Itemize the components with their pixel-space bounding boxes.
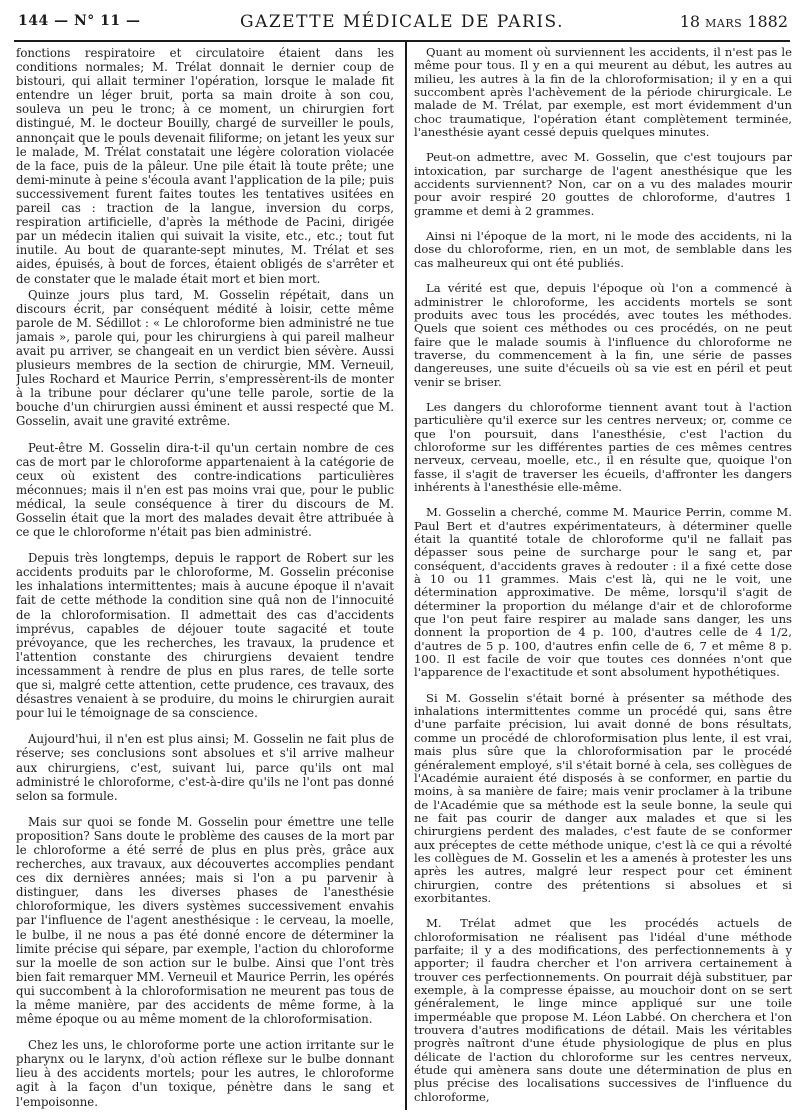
paragraph: Peut-être M. Gosselin dira-t-il qu'un certain nombre de ces cas de mort par le chloroforme appartenaient à la catégorie de ceux où existent des contre-indications particulières méconnues; mais il n'en est pas moins vrai que, pour le public médical, la seule conséquence à tirer du discours de M. Gosselin était que la mort des malades devait être attribuée à ce que le chloroforme n'était pas bien administré. (16, 440, 394, 540)
paragraph: M. Gosselin a cherché, comme M. Maurice Perrin, comme M. Paul Bert et d'autres expérimentateurs, à déterminer quelle était la quantité totale de chloroforme qu'il ne fallait pas dépasser sous peine de surcharge pour le sang et, par conséquent, d'accidents graves à redouter : il a fixé cette dose à 10 ou 11 grammes. Mais c'est là, qui ne le voit, une détermination approximative. De même, lorsqu'il s'agit de déterminer la proportion du mélange d'air et de chloroforme que l'on peut faire respirer au malade sans danger, les uns donnent la proportion de 4 p. 100, d'autres celle de 4 1/2, d'autres de 5 p. 100, d'autres enfin celle de 6, 7 et même 8 p. 100. Il est facile de voir que toutes ces données n'ont que l'apparence de l'exactitude et sont absolument hypothétiques. (414, 505, 792, 680)
paragraph: Depuis très longtemps, depuis le rapport de Robert sur les accidents produits par le chloroforme, M. Gosselin préconise les inhalations intermittentes; mais à aucune époque il n'avait fait de cette méthode la condition sine quâ non de l'innocuité de la chloroformisation. Il admettait des cas d'accidents imprévus, capables de déjouer toute sagacité et toute prévoyance, que les recherches, les travaux, la prudence et l'attention constante des chirurgiens devaient tendre incessamment à rendre de plus en plus rares, de telle sorte que si, malgré cette attention, cette prudence, ces travaux, des désastres venaient à se produire, du moins le chirurgien aurait pour lui le témoignage de sa conscience. (16, 551, 394, 721)
paragraph: Chez les uns, le chloroforme porte une action irritante sur le pharynx ou le larynx, d'où action réflexe sur le bulbe donnant lieu à des accidents mortels; pour les autres, le chloroforme agit à la façon d'un toxique, pénètre dans le sang et l'empoisonne. (16, 1038, 394, 1109)
left-column (16, 46, 394, 1110)
paragraph: Si M. Gosselin s'était borné à présenter sa méthode des inhalations intermittentes comme un procédé qui, sans être d'une parfaite précision, lui avait donné de bons résultats, comme un procédé de chloroformisation plus lente, il est vrai, mais plus sûre que la chloroformisation par le procédé généralement employé, s'il s'était borné à cela, ses collègues de l'Académie auraient été disposés à se conformer, en partie du moins, à sa manière de faire; mais venir proclamer à la tribune de l'Académie que sa méthode est la seule bonne, la seule qui ne fait pas courir de danger aux malades et que si les chirurgiens perdent des malades, c'est faute de se conformer aux préceptes de cette méthode unique, c'est là ce qui a révolté les collègues de M. Gosselin et les a amenés à protester les uns après les autres, malgré leur respect pour cet éminent chirurgien, contre des prétentions si absolues et si exorbitantes. (414, 690, 792, 905)
column-divider (405, 42, 407, 1110)
paragraph: Ainsi ni l'époque de la mort, ni le mode des accidents, ni la dose du chloroforme, rien, en un mot, de semblable dans les cas malheureux qui ont été publiés. (414, 229, 792, 270)
paragraph: Les dangers du chloroforme tiennent avant tout à l'action particulière qu'il exerce sur les centres nerveux; or, comme ce que l'on poursuit, dans l'anesthésie, c'est l'action du chloroforme sur les différentes parties de ces mêmes centres nerveux, cerveau, moelle, etc., il en résulte que, quoique l'on fasse, il s'agit de traverser les écueils, d'affronter les dangers inhérents à l'anesthésie elle-même. (414, 399, 792, 494)
publication-title: GAZETTE MÉDICALE DE PARIS. (240, 12, 564, 32)
date-year: 1882 (747, 12, 788, 31)
paragraph: Aujourd'hui, il n'en est plus ainsi; M. Gosselin ne fait plus de réserve; ses conclusions sont absolues et s'il arrive malheur aux chirurgiens, c'est, suivant lui, parce qu'ils ont mal administré le chloroforme, c'est-à-dire qu'ils ne l'ont pas donné selon sa formule. (16, 732, 394, 803)
paragraph: Quinze jours plus tard, M. Gosselin répétait, dans un discours écrit, par conséquent médité à loisir, cette même parole de M. Sédillot : « Le chloroforme bien administré ne tue jamais », parole qui, pour les chirurgiens à qui pareil malheur avait pu arriver, se changeait en un verdict bien sévère. Aussi plusieurs membres de la section de chirurgie, MM. Verneuil, Jules Rochard et Maurice Perrin, s'empressèrent-ils de monter à la tribune pour déclarer qu'une telle parole, sortie de la bouche d'un chirurgien aussi éminent et aussi respecté que M. Gosselin, avait une gravité extrême. (16, 287, 394, 429)
paragraph: Mais sur quoi se fonde M. Gosselin pour émettre une telle proposition? Sans doute le problème des causes de la mort par le chloroforme a été serré de plus en plus près, grâce aux recherches, aux travaux, aux découvertes accomplies pendant ces dix dernières années; mais si l'on a pu parvenir à distinguer, dans les diverses phases de l'anesthésie chloroformique, les divers systèmes successivement envahis par l'influence de l'agent anesthésique : le cerveau, la moelle, le bulbe, il ne nous a pas été donné encore de déterminer la limite précise qui sépare, par exemple, l'action du chloroforme sur la moelle de son action sur le bulbe. Ainsi que l'ont très bien fait remarquer MM. Verneuil et Maurice Perrin, les opérés qui succombent à la chloroformisation ne meurent pas tous de la même manière, par des accidents de même forme, à la même époque ou au même moment de la chloroformisation. (16, 814, 394, 1027)
paragraph: fonctions respiratoire et circulatoire étaient dans les conditions normales; M. Trélat donnait le dernier coup de bistouri, qui allait terminer l'opération, lorsque le malade fit entendre un léger bruit, porta sa main droite à son cou, souleva un peu le tronc; à ce moment, un chirurgien fort distingué, M. le docteur Bouilly, chargé de surveiller le pouls, annonçait que le pouls devenait filiforme; on jetant les yeux sur le malade, M. Trélat constatait une légère coloration violacée de la face, puis de la pâleur. Une pile était là toute prête; une demi-minute à peine s'écoula avant l'application de la pile; puis successivement furent faites toutes les tentatives usitées en pareil cas : traction de la langue, inversion du corps, respiration artificielle, d'après la méthode de Pacini, dirigée par un médecin italien qui suivait la visite, etc., etc.; tout fut inutile. Au bout de quarante-sept minutes, M. Trélat et ses aides, épuisés, à bout de forces, étaient obligés de s'arrêter et de constater que le malade était mort et bien mort. (16, 46, 394, 286)
date-month: MARS (705, 17, 743, 30)
date-day: 18 (679, 12, 701, 31)
paragraph: M. Trélat admet que les procédés actuels de chloroformisation ne réalisent pas l'idéal d'une méthode parfaite; il y a des modifications, des perfectionnements à y apporter; il faudra chercher et l'on arrivera certainement à trouver ces perfectionnements. On pourrait déjà substituer, par exemple, à la compresse épaisse, au mouchoir dont on se sert généralement, le linge mince appliqué sur une toile imperméable que propose M. Léon Labbé. On cherchera et l'on trouvera d'autres modifications de détail. Mais les véritables progrès naîtront d'une étude physiologique de plus en plus délicate de l'action du chloroforme sur les centres nerveux, étude qui amènera sans doute une détermination de plus en plus précise des localisations successives de l'influence du chloroforme, (414, 916, 792, 1104)
page-header (14, 10, 790, 42)
paragraph: Quant au moment où surviennent les accidents, il n'est pas le même pour tous. Il y en a qui meurent au début, les autres au milieu, les autres à la fin de la chloroformisation; il y en a qui succombent après l'achèvement de la période chirurgicale. Le malade de M. Trélat, par exemple, est mort évidemment d'un choc traumatique, l'opération étant complètement terminée, l'anesthésie ayant cessé depuis quelques minutes. (414, 46, 792, 140)
paragraph: La vérité est que, depuis l'époque où l'on a commencé à administrer le chloroforme, les accidents mortels se sont produits avec tous les procédés, avec toutes les méthodes. Quels que soient ces méthodes ou ces procédés, on ne peut faire que le malade soumis à l'influence du chloroforme ne traverse, du commencement à la fin, une série de passes dangereuses, une suite d'écueils où sa vie est en péril et peut venir se briser. (414, 281, 792, 389)
paragraph: Peut-on admettre, avec M. Gosselin, que c'est toujours par intoxication, par surcharge de l'agent anesthésique que les accidents surviennent? Non, car on a vu des malades mourir pour avoir respiré 20 gouttes de chloroforme, d'autres 1 gramme et demi à 2 grammes. (414, 150, 792, 218)
right-column (414, 46, 792, 1110)
issue-date (680, 12, 788, 31)
page-number-issue: 144 — N° 11 — (18, 13, 141, 29)
